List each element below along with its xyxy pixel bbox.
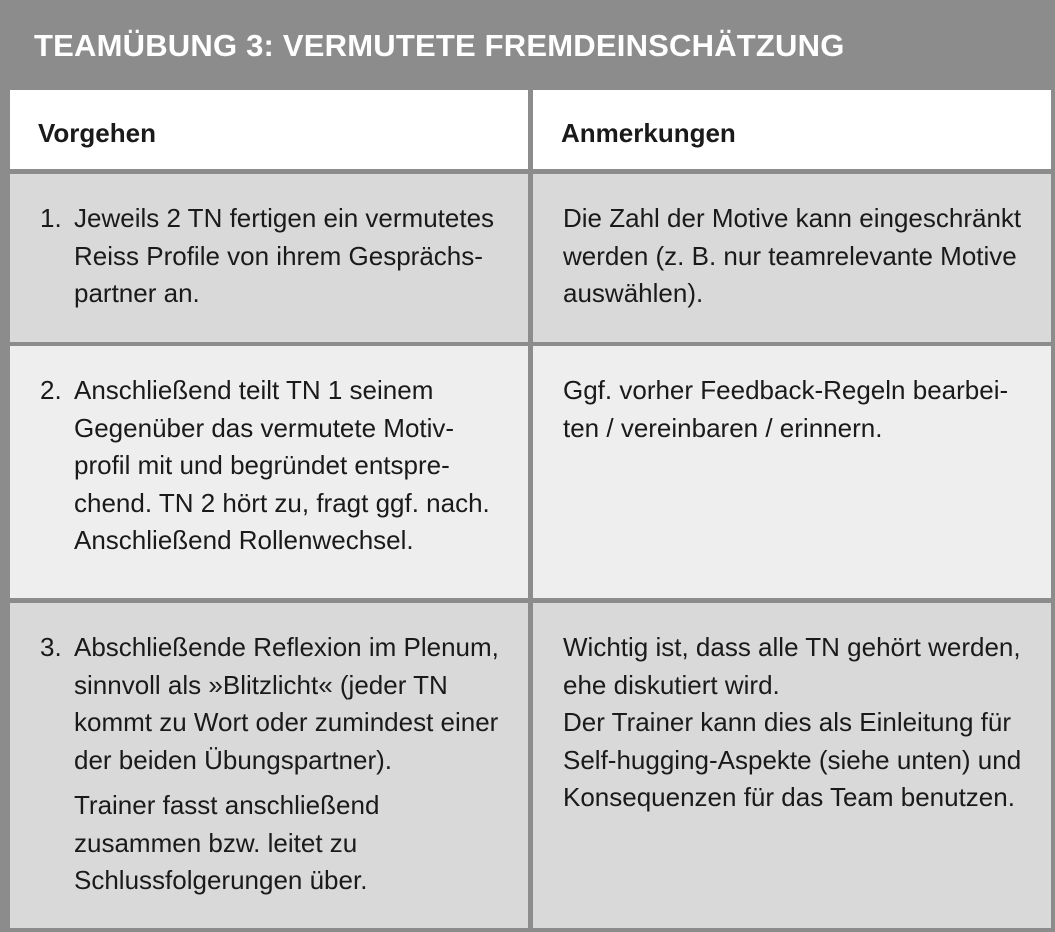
list-item	[40, 200, 508, 313]
procedure-text: Anschließend teilt TN 1 seinem Gegenüber das vermutete Motiv-profil mit und begründet entspre-chend. TN 2 hört zu, fragt ggf. nach. Anschließend Rollenwechsel.	[74, 375, 490, 555]
notes-text: Ggf. vorher Feedback-Regeln bearbei-ten / vereinbaren / erinnern.	[563, 375, 1009, 443]
header-vorgehen: Vorgehen	[10, 90, 528, 169]
item-number: 2.	[40, 375, 62, 405]
table-title: TEAMÜBUNG 3: VERMUTETE FREMDEINSCHÄTZUNG	[34, 28, 845, 63]
item-number: 1.	[40, 203, 62, 233]
procedure-text: Trainer fasst anschließend zusammen bzw. leitet zu Schlussfolgerungen über.	[74, 790, 380, 895]
row-1-procedure	[10, 174, 528, 342]
row-3-procedure	[10, 603, 528, 928]
procedure-text: Jeweils 2 TN fertigen ein vermutetes Reiss Profile von ihrem Gesprächs-partner an.	[74, 203, 495, 308]
row-3-notes	[533, 603, 1051, 928]
notes-text: Wichtig ist, dass alle TN gehört werden, ehe diskutiert wird.	[563, 632, 1021, 700]
header-anmerkungen: Anmerkungen	[533, 90, 1051, 169]
procedure-text: Abschließende Reflexion im Plenum, sinnvoll als »Blitzlicht« (jeder TN kommt zu Wort oder zumindest einer der beiden Übungspartner).	[74, 632, 499, 775]
row-1-notes	[533, 174, 1051, 342]
notes-text: Der Trainer kann dies als Einleitung für Self-hugging-Aspekte (siehe unten) und Konsequenzen für das Team benutzen.	[563, 707, 1022, 812]
list-item	[40, 629, 508, 900]
row-2-procedure	[10, 346, 528, 598]
list-item	[40, 372, 508, 560]
item-number: 3.	[40, 632, 62, 662]
notes-text: Die Zahl der Motive kann eingeschränkt werden (z. B. nur teamrelevante Motive auswählen).	[563, 203, 1022, 308]
row-2-notes	[533, 346, 1051, 598]
